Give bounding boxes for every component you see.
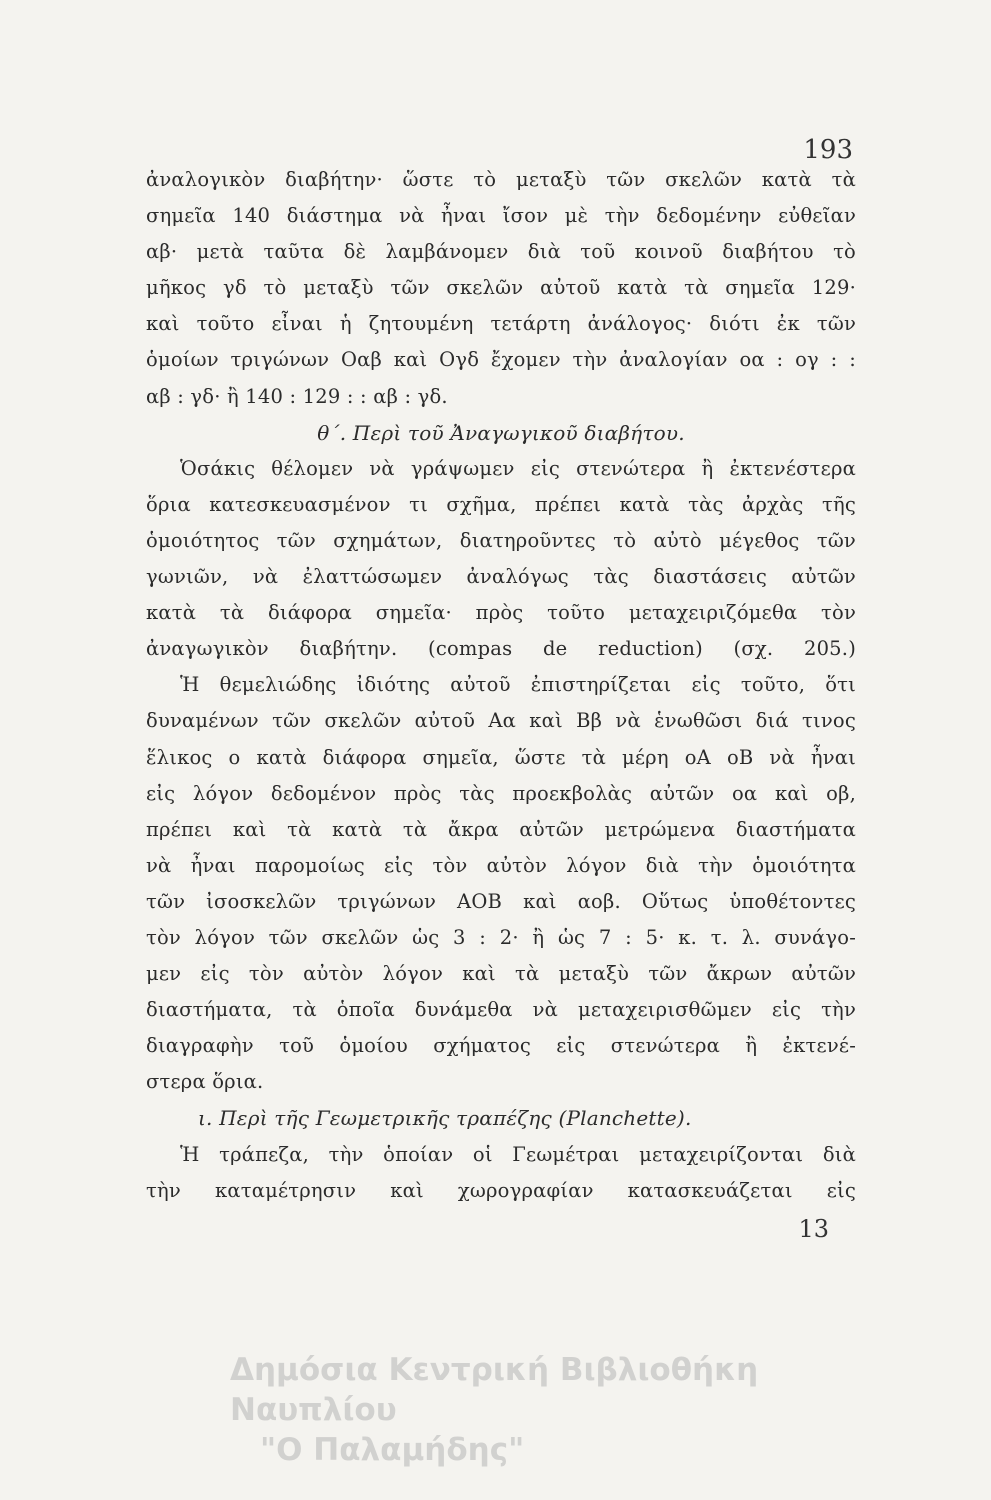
- text-line: ἀναλογικὸν διαβήτην· ὥστε τὸ μεταξὺ τῶν σκελῶν κατὰ τὰ: [146, 168, 856, 191]
- text-line: δυναμένων τῶν σκελῶν αὐτοῦ Αα καὶ Ββ νὰ ἑνωθῶσι διά τινος: [146, 709, 856, 733]
- text-line: γωνιῶν, νὰ ἐλαττώσωμεν ἀναλόγως τὰς διαστάσεις αὐτῶν: [146, 565, 856, 589]
- text-line: τὴν καταμέτρησιν καὶ χωρογραφίαν κατασκευάζεται εἰς: [146, 1178, 856, 1202]
- text-line: ὅρια κατεσκευασμένον τι σχῆμα, πρέπει κατὰ τὰς ἀρχὰς τῆς: [146, 492, 856, 516]
- text-line: Ὁσάκις θέλομεν νὰ γράψωμεν εἰς στενώτερα ἢ ἐκτενέστερα: [180, 456, 856, 480]
- text-line: αβ· μετὰ ταῦτα δὲ λαμβάνομεν διὰ τοῦ κοινοῦ διαβήτου τὸ: [146, 240, 856, 264]
- text-line: πρέπει καὶ τὰ κατὰ τὰ ἄκρα αὐτῶν μετρώμενα διαστήματα: [146, 817, 856, 841]
- text-line: καὶ τοῦτο εἶναι ἡ ζητουμένη τετάρτη ἀνάλογος· διότι ἐκ τῶν: [146, 312, 856, 336]
- library-watermark: [230, 1350, 930, 1470]
- page-number: 193: [803, 135, 853, 165]
- text-line: ὁμοιότητος τῶν σχημάτων, διατηροῦντες τὸ αὐτὸ μέγεθος τῶν: [146, 528, 856, 552]
- text-line: Ἡ θεμελιώδης ἰδιότης αὐτοῦ ἐπιστηρίζεται εἰς τοῦτο, ὅτι: [180, 673, 856, 697]
- text-line: μῆκος γδ τὸ μεταξὺ τῶν σκελῶν αὐτοῦ κατὰ τὰ σημεῖα 129·: [146, 276, 856, 300]
- text-line: εἰς λόγον δεδομένον πρὸς τὰς προεκβολὰς αὐτῶν οα καὶ οβ,: [146, 781, 856, 805]
- text-line: Ἡ τράπεζα, τὴν ὁποίαν οἱ Γεωμέτραι μεταχειρίζονται διὰ: [180, 1142, 856, 1166]
- text-line: τὸν λόγον τῶν σκελῶν ὡς 3 : 2· ἢ ὡς 7 : 5· κ. τ. λ. συνάγο-: [146, 925, 856, 949]
- body-text: [146, 162, 856, 1209]
- text-line: στερα ὅρια.: [146, 1070, 264, 1094]
- text-line: αβ : γδ· ἢ 140 : 129 : : αβ : γδ.: [146, 384, 448, 408]
- text-line: ὁμοίων τριγώνων Οαβ καὶ Ογδ ἔχομεν τὴν ἀναλογίαν οα : ογ : :: [146, 348, 856, 372]
- text-line: κατὰ τὰ διάφορα σημεῖα· πρὸς τοῦτο μεταχειριζόμεθα τὸν: [146, 601, 856, 625]
- text-line: ἀναγωγικὸν διαβήτην. (compas de reduction) (σχ. 205.): [146, 637, 856, 661]
- text-line: διαγραφὴν τοῦ ὁμοίου σχήματος εἰς στενώτερα ἢ ἐκτενέ-: [146, 1034, 856, 1058]
- watermark-line: "Ο Παλαμήδης": [260, 1432, 525, 1468]
- text-line: σημεῖα 140 διάστημα νὰ ἦναι ἴσον μὲ τὴν δεδομένην εὐθεῖαν: [146, 204, 856, 228]
- text-line: τῶν ἰσοσκελῶν τριγώνων ΑΟΒ καὶ αοβ. Οὕτως ὑποθέτοντες: [146, 889, 856, 913]
- section-heading: ι. Περὶ τῆς Γεωμετρικῆς τραπέζης (Planchette).: [198, 1106, 692, 1131]
- section-heading: θ΄. Περὶ τοῦ Ἀναγωγικοῦ διαβήτου.: [317, 420, 685, 445]
- text-line: μεν εἰς τὸν αὐτὸν λόγον καὶ τὰ μεταξὺ τῶν ἄκρων αὐτῶν: [146, 962, 856, 986]
- text-line: διαστήματα, τὰ ὁποῖα δυνάμεθα νὰ μεταχειρισθῶμεν εἰς τὴν: [146, 998, 856, 1022]
- signature-mark: 13: [798, 1215, 829, 1243]
- text-line: νὰ ἦναι παρομοίως εἰς τὸν αὐτὸν λόγον διὰ τὴν ὁμοιότητα: [146, 853, 856, 877]
- text-line: ἕλικος ο κατὰ διάφορα σημεῖα, ὥστε τὰ μέρη οΑ οΒ νὰ ἦναι: [146, 745, 856, 769]
- watermark-line: Δημόσια Κεντρική Βιβλιοθήκη Ναυπλίου: [230, 1352, 759, 1428]
